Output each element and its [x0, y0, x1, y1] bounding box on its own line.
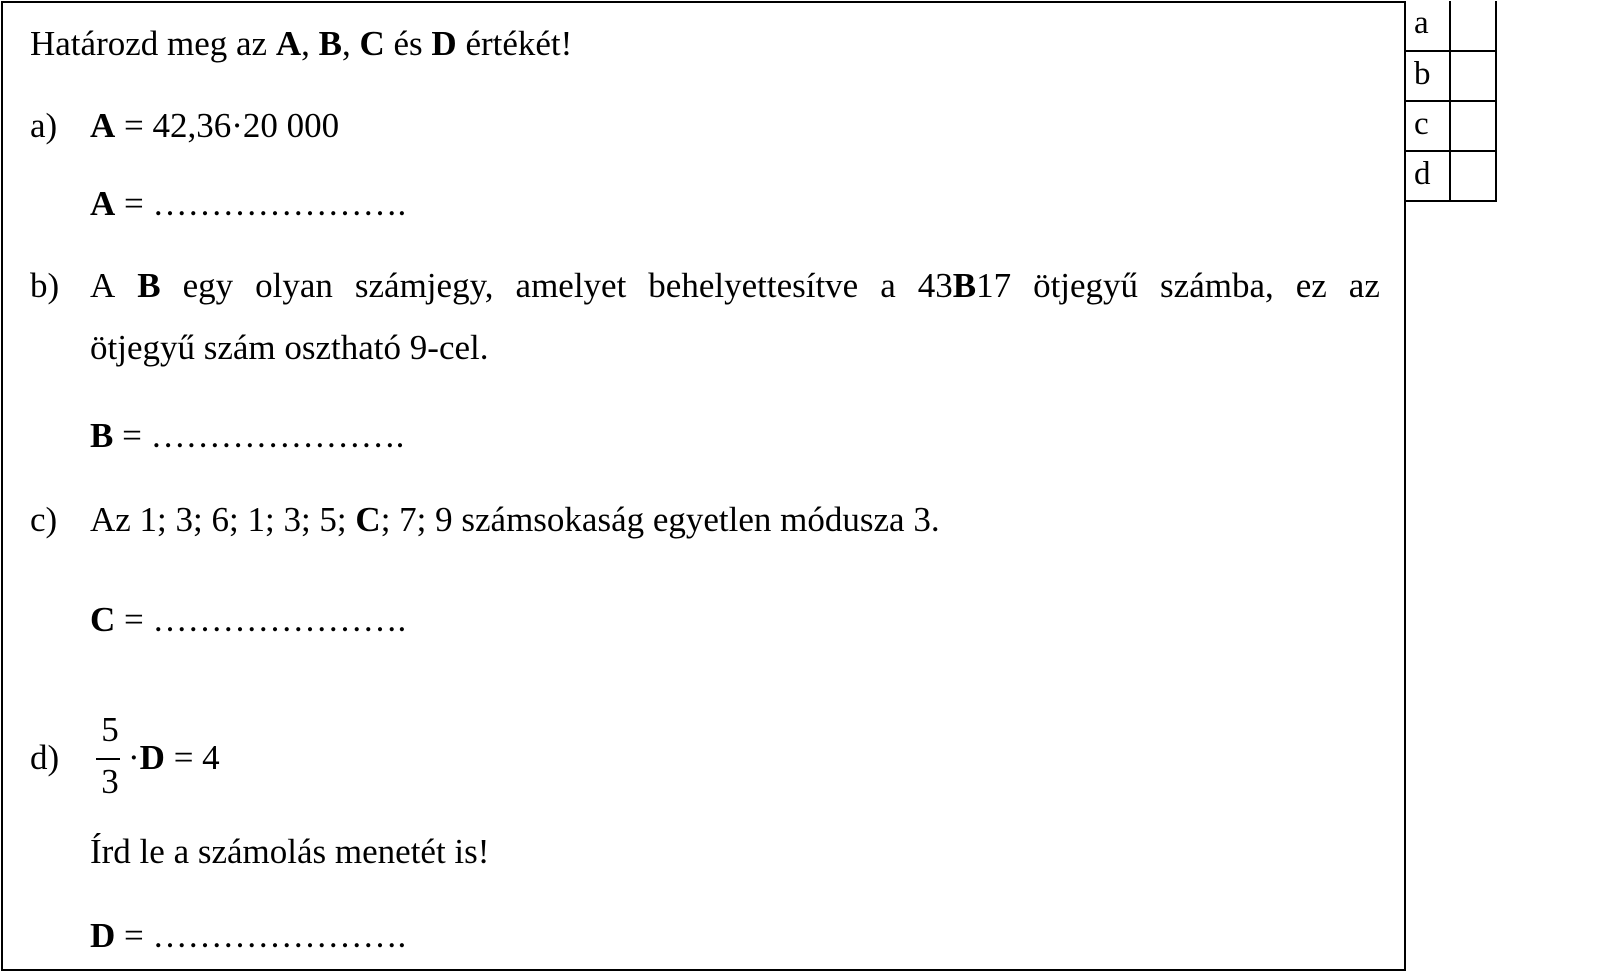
answer-var-a: A	[90, 184, 116, 223]
score-label-d: d	[1406, 151, 1450, 201]
score-label-a: a	[1406, 1, 1450, 51]
answer-blank: = ………………….	[115, 600, 407, 639]
var-c: C	[355, 500, 381, 539]
answer-line-b	[90, 418, 404, 453]
fraction-denominator: 3	[101, 762, 119, 801]
separator: ,	[301, 24, 319, 63]
answer-blank: = ………………….	[115, 184, 407, 223]
number-prefix: 43	[917, 266, 953, 305]
number-suffix: 17	[976, 266, 1012, 305]
part-b-line2: ötjegyű szám osztható 9-cel.	[90, 328, 489, 367]
score-label-c: c	[1406, 101, 1450, 151]
word: ötjegyű	[1033, 266, 1139, 305]
score-row-a	[1406, 1, 1496, 51]
task-frame	[1, 1, 1406, 971]
sequence-text: Az 1; 3; 6; 1; 3; 5;	[90, 500, 356, 539]
answer-var-d: D	[90, 916, 116, 955]
instruction-text: értékét!	[456, 24, 573, 63]
word: számba,	[1160, 266, 1274, 305]
score-row-d	[1406, 151, 1496, 201]
expression-text: = 42,36·20 000	[115, 106, 340, 145]
part-c-label: c)	[30, 500, 58, 539]
score-box-b	[1450, 51, 1496, 101]
word: a	[880, 266, 896, 305]
var-d: D	[431, 24, 457, 63]
part-d-label: d)	[30, 738, 60, 777]
part-b-line1	[90, 268, 1380, 303]
var-c: C	[359, 24, 385, 63]
var-a: A	[90, 106, 116, 145]
score-row-c	[1406, 101, 1496, 151]
var-a: A	[275, 24, 302, 63]
score-row-b	[1406, 51, 1496, 101]
instruction-text: Határozd meg az	[30, 24, 276, 63]
answer-line-c	[90, 602, 406, 637]
answer-line-d	[90, 918, 406, 953]
word: ez	[1295, 266, 1327, 305]
part-d-equation	[128, 740, 220, 775]
score-box-a	[1450, 1, 1496, 51]
score-box-d	[1450, 151, 1496, 201]
score-label-b: b	[1406, 51, 1450, 101]
word: számjegy,	[354, 266, 494, 305]
score-table	[1406, 1, 1497, 202]
separator: ,	[341, 24, 360, 63]
instruction	[30, 26, 572, 61]
part-c-text	[90, 502, 940, 537]
fraction-numerator: 5	[101, 710, 119, 749]
equation-rest: = 4	[164, 738, 220, 777]
part-a-label: a)	[30, 106, 58, 145]
multiplication-dot: ·	[128, 738, 140, 777]
sequence-text: ; 7; 9 számsokaság egyetlen módusza 3.	[380, 500, 940, 539]
instruction-text: és	[384, 24, 432, 63]
part-b-label: b)	[30, 266, 60, 305]
word: amelyet	[515, 266, 627, 305]
part-d-note: Írd le a számolás menetét is!	[90, 832, 490, 871]
var-b: B	[318, 24, 342, 63]
score-box-c	[1450, 101, 1496, 151]
answer-line-a	[90, 186, 406, 221]
var-b: B	[137, 266, 161, 305]
part-a-expression	[90, 108, 339, 143]
answer-blank: = ………………….	[113, 416, 405, 455]
var-d: D	[139, 738, 165, 777]
word: behelyettesítve	[648, 266, 859, 305]
word: az	[1348, 266, 1380, 305]
word: A	[90, 266, 116, 305]
word: egy	[182, 266, 234, 305]
answer-var-b: B	[90, 416, 114, 455]
word: olyan	[255, 266, 333, 305]
five-digit-number	[918, 268, 1011, 303]
answer-var-c: C	[90, 600, 116, 639]
answer-blank: = ………………….	[115, 916, 407, 955]
var-b: B	[952, 266, 977, 305]
fraction-bar	[96, 758, 120, 760]
